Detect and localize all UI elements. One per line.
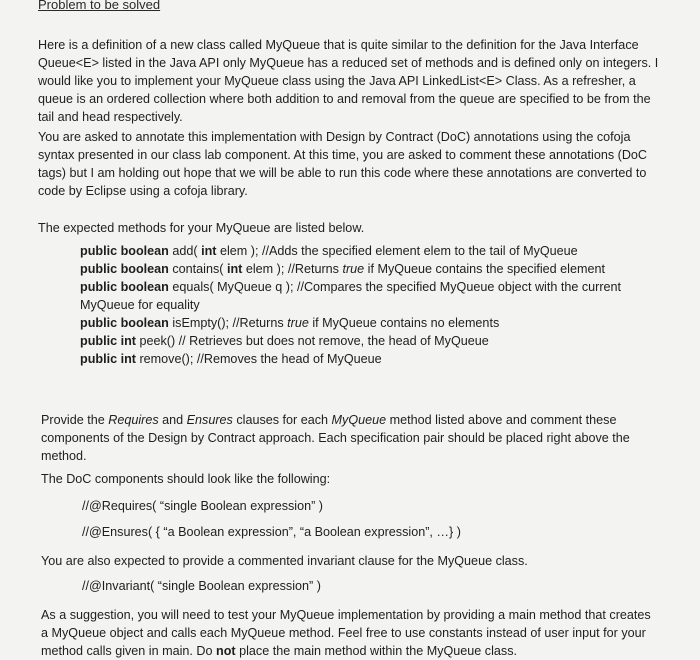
method-remove: public int remove(); //Removes the head of MyQueue [80, 352, 382, 366]
doc-paragraph: You are asked to annotate this implementation with Design by Contract (DoC) annotations using the cofoja syntax presented in our class lab component. At this time, you are asked to comment these annotations (DoC tags) but I am holding out hope that we will be able to run this code where these annotations are converted to code by Eclipse using a cofoja library. [38, 130, 648, 198]
invariant-example: //@Invariant( “single Boolean expression” ) [82, 579, 321, 593]
doc-components-intro: The DoC components should look like the following: [41, 472, 331, 486]
methods-intro: The expected methods for your MyQueue are listed below. [38, 221, 365, 235]
method-equals: public boolean equals( MyQueue q ); //Compares the specified MyQueue object with the current MyQueue for equality [80, 280, 622, 312]
requires-ensures-paragraph: Provide the Requires and Ensures clauses for each MyQueue method listed above and comment these components of the Design by Contract approach. Each specification pair should be placed right above the method. [41, 413, 630, 463]
method-contains: public boolean contains( int elem ); //Returns true if MyQueue contains the specified element [80, 262, 605, 276]
invariant-paragraph: You are also expected to provide a commented invariant clause for the MyQueue class. [41, 554, 528, 568]
section-heading: Problem to be solved [38, 0, 161, 12]
requires-example: //@Requires( “single Boolean expression” ) [82, 499, 323, 513]
method-add: public boolean add( int elem ); //Adds the specified element elem to the tail of MyQueue [80, 244, 578, 258]
intro-paragraph: Here is a definition of a new class called MyQueue that is quite similar to the definition for the Java Interface Queue<E> listed in the Java API only MyQueue has a reduced set of methods and is defined only on integers. I would like you to implement your MyQueue class using the Java API LinkedList<E> Class. As a refresher, a queue is an ordered collection where both addition to and removal from the queue are specified to be from the tail and head respectively. [38, 38, 659, 124]
method-peek: public int peek() // Retrieves but does not remove, the head of MyQueue [80, 334, 489, 348]
method-isempty: public boolean isEmpty(); //Returns true if MyQueue contains no elements [80, 316, 500, 330]
suggestion-paragraph: As a suggestion, you will need to test your MyQueue implementation by providing a main method that creates a MyQueue object and calls each MyQueue method. Feel free to use constants instead of user input for your method calls given in main. Do not place the main method within the MyQueue class. [41, 608, 651, 658]
ensures-example: //@Ensures( { “a Boolean expression”, “a Boolean expression”, …} ) [82, 525, 461, 539]
methods-list [80, 242, 640, 368]
